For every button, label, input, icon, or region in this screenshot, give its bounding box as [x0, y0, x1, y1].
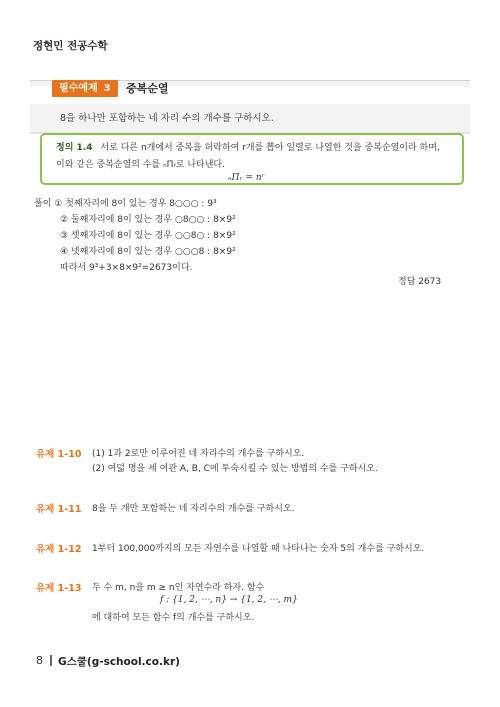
page-header-title: 정현민 전공수학	[33, 40, 108, 52]
exercise-1-13-line-1: 두 수 m, n을 m ≥ n인 자연수라 하자. 함수	[92, 583, 265, 593]
solution-conclusion: 따라서 9³+3×8×9²=2673이다.	[60, 263, 193, 273]
footer-separator	[50, 655, 52, 666]
badge-label: 필수예제	[59, 83, 98, 94]
exercise-1-13-function: f : {1, 2, ⋯, n} → {1, 2, ⋯, m}	[160, 595, 298, 605]
solution-line-2: ② 둘째자리에 8이 있는 경우 ○8○○ : 8×9²	[60, 215, 236, 225]
exercise-label-1-13: 유제 1-13	[36, 583, 82, 594]
solution-line-1: 풀이 ① 첫째자리에 8이 있는 경우 8○○○ : 9³	[34, 199, 217, 209]
definition-line-2: 이와 같은 중복순열의 수를 ₙΠᵣ로 나타낸다.	[56, 160, 225, 170]
exercise-label-1-10: 유제 1-10	[36, 449, 82, 460]
exercise-1-10-line-1: (1) 1과 2로만 이루어진 네 자리수의 개수를 구하시오.	[92, 449, 305, 459]
exercise-1-11-text: 8을 두 개만 포함하는 네 자리수의 개수를 구하시오.	[92, 504, 295, 514]
exercise-label-1-12: 유제 1-12	[36, 544, 82, 555]
exercise-1-10-line-2: (2) 여덟 명을 세 여관 A, B, C에 투숙시킬 수 있는 방법의 수를 구하시오.	[92, 464, 378, 474]
definition-formula: ₙΠᵣ = nʳ	[228, 173, 265, 183]
exercise-label-1-11: 유제 1-11	[36, 504, 82, 515]
definition-label: 정의 1.4	[56, 143, 93, 153]
problem-text: 8을 하나만 포함하는 네 자리 수의 개수를 구하시오.	[60, 113, 274, 124]
definition-text-1: 서로 다른 n개에서 중복을 허락하여 r개를 뽑아 일렬로 나열한 것을 중복순열이라 하며,	[100, 143, 440, 153]
solution-line-4: ④ 넷째자리에 8이 있는 경우 ○○○8 : 8×9²	[60, 247, 236, 257]
section-title: 중복순열	[126, 82, 169, 95]
badge-number: 3	[103, 83, 111, 94]
page-number: 8	[36, 654, 43, 667]
footer-brand: G스쿨(g-school.co.kr)	[58, 656, 180, 668]
section-badge	[52, 80, 118, 97]
solution-line-3: ③ 셋째자리에 8이 있는 경우 ○○8○ : 8×9²	[60, 231, 236, 241]
definition-line-1	[56, 140, 440, 153]
exercise-1-13-line-3: 에 대하여 모든 함수 f의 개수를 구하시오.	[92, 613, 255, 623]
exercise-1-12-text: 1부터 100,000까지의 모든 자연수를 나열할 때 나타나는 숫자 5의 개수를 구하시오.	[92, 544, 425, 554]
answer-text: 정답 2673	[398, 277, 442, 287]
